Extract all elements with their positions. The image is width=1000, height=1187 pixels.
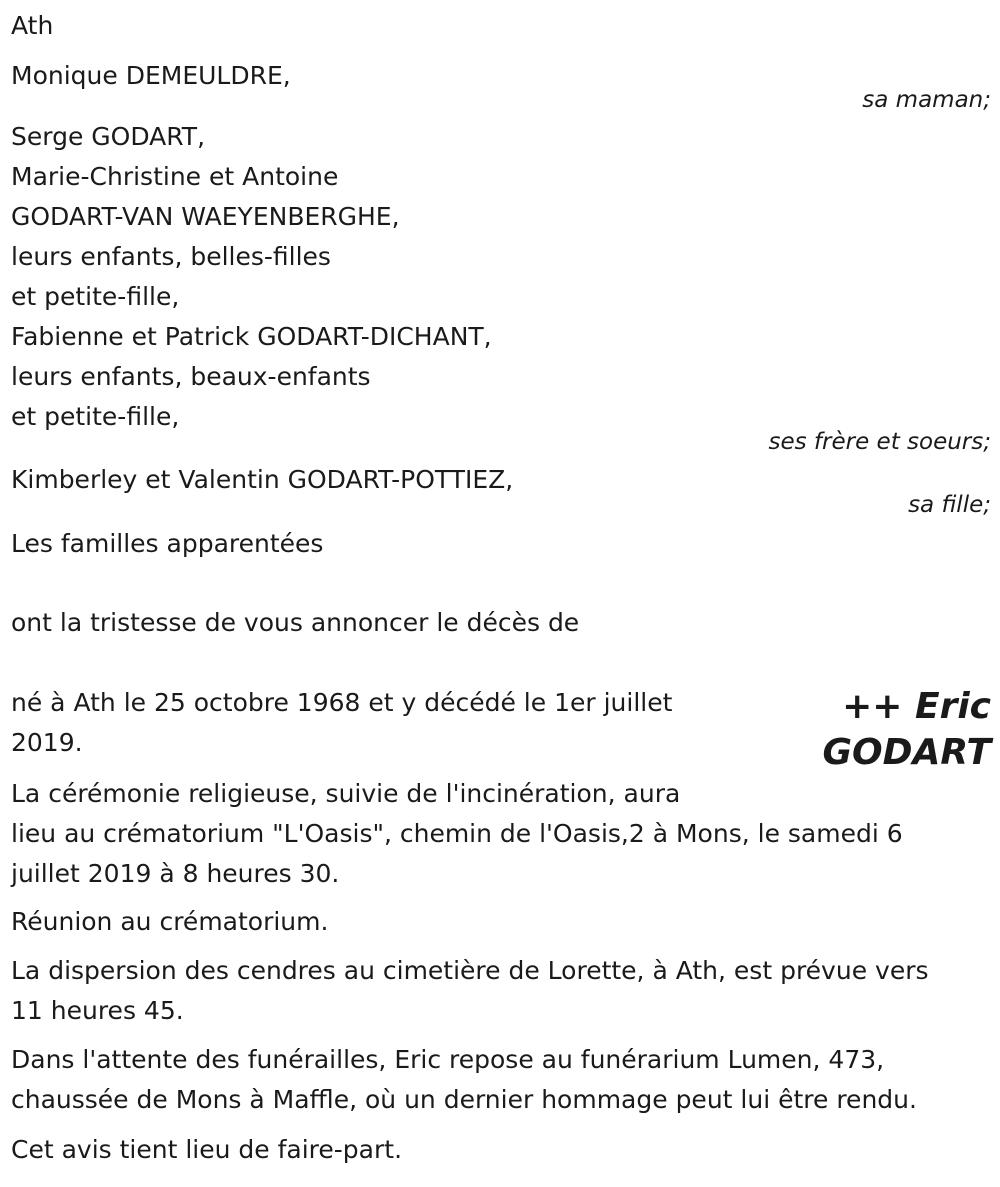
location-header: Ath [11, 11, 54, 40]
visitation-line: Dans l'attente des funérailles, Eric repose au funérarium Lumen, 473, [11, 1045, 885, 1074]
sibling-line: GODART-VAN WAEYENBERGHE, [11, 202, 400, 231]
obituary-notice [11, 0, 991, 1187]
birth-death-line: né à Ath le 25 octobre 1968 et y décédé le 1er juillet [11, 688, 673, 717]
daughter-name: Kimberley et Valentin GODART-POTTIEZ, [11, 465, 514, 494]
sibling-line: Fabienne et Patrick GODART-DICHANT, [11, 322, 492, 351]
sibling-line: leurs enfants, belles-filles [11, 242, 331, 271]
deceased-name-line1: ++ Eric [842, 686, 991, 727]
deceased-name [822, 684, 991, 776]
sibling-line: et petite-fille, [11, 402, 180, 431]
ceremony-line: juillet 2019 à 8 heures 30. [11, 859, 340, 888]
sibling-line: Serge GODART, [11, 122, 206, 151]
sibling-line: et petite-fille, [11, 282, 180, 311]
announcement-intro: ont la tristesse de vous annoncer le décès de [11, 608, 580, 637]
meeting-line: Réunion au crématorium. [11, 907, 329, 936]
relatives-line: Les familles apparentées [11, 529, 324, 558]
deceased-name-line2: GODART [822, 732, 991, 773]
sibling-line: leurs enfants, beaux-enfants [11, 362, 371, 391]
ceremony-line: La cérémonie religieuse, suivie de l'incinération, aura [11, 779, 681, 808]
birth-death-line: 2019. [11, 728, 83, 757]
daughter-role: sa fille; [908, 492, 991, 518]
sibling-line: Marie-Christine et Antoine [11, 162, 339, 191]
visitation-line: chaussée de Mons à Maffle, où un dernier hommage peut lui être rendu. [11, 1085, 917, 1114]
closing-line: Cet avis tient lieu de faire-part. [11, 1135, 403, 1164]
mother-role: sa maman; [862, 87, 991, 113]
dispersion-line: 11 heures 45. [11, 996, 184, 1025]
mother-name: Monique DEMEULDRE, [11, 61, 291, 90]
ceremony-line: lieu au crématorium "L'Oasis", chemin de l'Oasis,2 à Mons, le samedi 6 [11, 819, 903, 848]
dispersion-line: La dispersion des cendres au cimetière de Lorette, à Ath, est prévue vers [11, 956, 929, 985]
siblings-role: ses frère et soeurs; [768, 429, 991, 455]
